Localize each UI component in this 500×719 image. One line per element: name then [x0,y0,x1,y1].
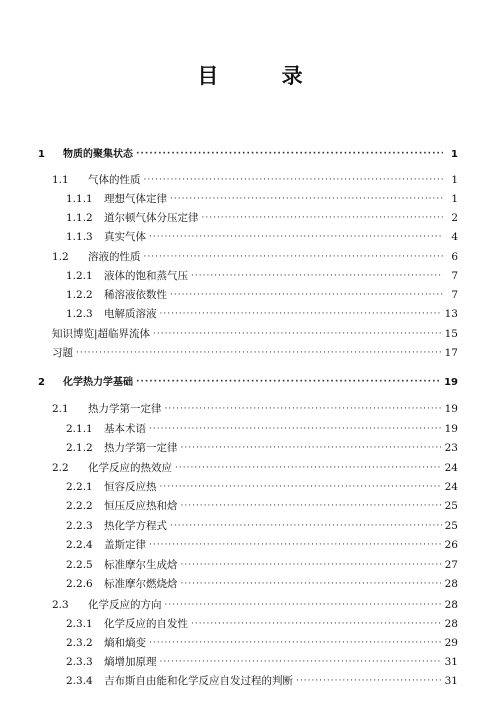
toc-entry-number: 2.1.2 [66,442,93,454]
toc-entry-number: 2 [38,377,45,388]
leader-dots [160,654,442,671]
toc-entry-label: 基本术语 [104,423,146,435]
toc-entry-number: 2.2.4 [66,539,93,551]
toc-entry [66,635,458,652]
toc-entry-number: 2.2.2 [66,500,93,512]
toc-entry [66,479,458,496]
toc-entry-page: 1 [451,193,458,205]
toc-entry-number: 1.2.2 [66,289,93,301]
toc-entry [66,421,458,438]
toc-entry-page: 17 [444,347,458,359]
toc-entry [66,229,458,246]
leader-dots [191,616,442,633]
toc-entry-label: 化学反应的自发性 [104,618,188,630]
toc-entry-page: 13 [444,308,458,320]
toc-entry [38,374,458,391]
toc-entry [66,306,458,323]
toc-entry [66,616,458,633]
leader-dots [144,249,444,266]
leader-dots [76,345,442,362]
toc-entry [38,146,458,163]
toc-entry-page: 4 [451,231,458,243]
toc-entry [66,498,458,515]
leader-dots [202,210,444,227]
leader-dots [181,498,442,515]
toc-entry-page: 1 [451,174,458,186]
leader-dots [165,597,442,614]
toc-entry-label: 热力学第一定律 [104,442,178,454]
leader-dots [191,268,443,285]
toc-entry-page: 7 [451,270,458,282]
toc-entry-number: 1 [38,149,45,160]
toc-entry-label: 热化学方程式 [104,520,167,532]
toc-entry-label: 熵和熵变 [104,637,146,649]
toc-entry-label: 习题 [52,347,73,359]
leader-dots [181,576,442,593]
toc-entry [52,249,458,266]
leader-dots [165,401,442,418]
leader-dots [170,191,443,208]
toc-entry-label: 恒压反应热和焓 [104,500,178,512]
toc-entry-page: 31 [444,656,458,668]
toc-entry-label: 理想气体定律 [104,193,167,205]
toc-entry-label: 热力学第一定律 [88,403,162,415]
leader-dots [136,374,441,391]
toc-entry-label: 熵增加原理 [104,656,157,668]
toc-entry-page: 15 [444,328,458,340]
toc-entry-page: 19 [444,423,458,435]
toc-entry-number: 1.2 [52,251,69,263]
toc-entry [66,518,458,535]
toc-entry-number: 2.3 [52,599,69,611]
toc-entry-label: 化学热力学基础 [63,377,133,388]
toc-entry [66,673,458,690]
toc-entry [66,287,458,304]
toc-entry-number: 2.2.1 [66,481,93,493]
leader-dots [136,146,443,163]
toc-entry-label: 道尔顿气体分压定律 [104,212,199,224]
toc-entry-label: 化学反应的热效应 [88,462,172,474]
toc-entry-label: 恒容反应热 [104,481,157,493]
toc-entry-page: 25 [444,520,458,532]
toc-entry-number: 1.2.3 [66,308,93,320]
leader-dots [149,635,442,652]
toc-entry-label: 知识博览|超临界流体 [52,328,151,340]
toc-entry-page: 28 [444,578,458,590]
toc-entry-number: 1.1.1 [66,193,93,205]
leader-dots [170,518,442,535]
toc-entry-page: 26 [444,539,458,551]
leader-dots [149,229,443,246]
toc-entry [66,191,458,208]
toc-entry-number: 2.1 [52,403,69,415]
toc-entry-page: 6 [451,251,458,263]
toc-entry-page: 1 [451,149,458,160]
toc-entry-number: 2.1.1 [66,423,93,435]
page-title: 目 录 [197,64,331,88]
toc-entry-label: 物质的聚集状态 [63,149,133,160]
leader-dots [160,306,442,323]
toc-entry-page: 31 [444,675,458,687]
leader-dots [149,537,442,554]
toc-entry [52,460,458,477]
toc-entry-label: 标准摩尔燃烧焓 [104,578,178,590]
toc-entry-number: 2.2.6 [66,578,93,590]
toc-entry [52,401,458,418]
leader-dots [170,287,443,304]
toc-entry-label: 电解质溶液 [104,308,157,320]
toc-entry-label: 吉布斯自由能和化学反应自发过程的判断 [104,675,293,687]
toc-entry-page: 29 [444,637,458,649]
leader-dots [160,479,442,496]
toc-entry-page: 24 [444,462,458,474]
leader-dots [153,326,442,343]
toc-entry-label: 溶液的性质 [88,251,141,263]
toc-entry [52,172,458,189]
toc-entry-page: 2 [451,212,458,224]
toc-entry-number: 2.3.4 [66,675,93,687]
toc-entry-number: 2.2.3 [66,520,93,532]
toc-entry-label: 真实气体 [104,231,146,243]
toc-entry [66,654,458,671]
toc-entry-page: 19 [444,377,458,388]
toc-entry-label: 盖斯定律 [104,539,146,551]
toc-entry-number: 1.1.2 [66,212,93,224]
toc-entry-label: 稀溶液依数性 [104,289,167,301]
toc-entry-number: 1.1 [52,174,69,186]
toc-entry [52,345,458,362]
toc-entry-page: 27 [444,559,458,571]
toc-entry-number: 2.3.3 [66,656,93,668]
toc-entry-number: 1.1.3 [66,231,93,243]
toc-entry [66,557,458,574]
toc-entry-label: 气体的性质 [88,174,141,186]
toc-entry-number: 1.2.1 [66,270,93,282]
toc-entry-page: 24 [444,481,458,493]
toc-entry-number: 2.2.5 [66,559,93,571]
leader-dots [296,673,442,690]
toc-entry [66,440,458,457]
toc-entry [66,537,458,554]
toc-entry-label: 标准摩尔生成焓 [104,559,178,571]
toc-entry-page: 7 [451,289,458,301]
toc-entry-number: 2.3.1 [66,618,93,630]
toc-entry [66,576,458,593]
leader-dots [149,421,442,438]
toc-entry-number: 2.2 [52,462,69,474]
toc-entry [52,326,458,343]
leader-dots [181,557,442,574]
leader-dots [144,172,444,189]
toc-entry-label: 液体的饱和蒸气压 [104,270,188,282]
toc-entry-number: 2.3.2 [66,637,93,649]
toc-entry [66,268,458,285]
toc-entry-page: 23 [444,442,458,454]
toc-entry-page: 19 [444,403,458,415]
leader-dots [175,460,442,477]
toc-entry-label: 化学反应的方向 [88,599,162,611]
leader-dots [181,440,442,457]
toc-entry [52,597,458,614]
toc-entry-page: 25 [444,500,458,512]
toc-entry [66,210,458,227]
toc-entry-page: 28 [444,618,458,630]
toc-entry-page: 28 [444,599,458,611]
